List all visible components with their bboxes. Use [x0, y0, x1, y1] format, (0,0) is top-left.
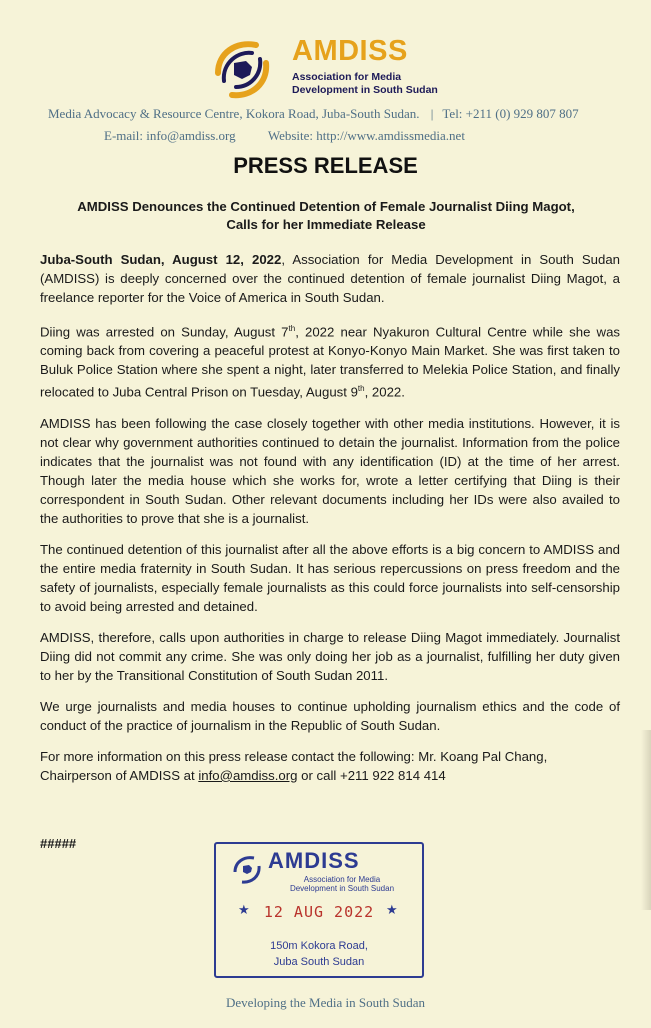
paragraph-1 [40, 250, 620, 307]
letterhead-org-line2: Development in South Sudan [292, 84, 438, 96]
paragraph-3: AMDISS has been following the case closely together with other media institutions. However, it is not clear why government authorities continued to detain the journalist. Information from the police indicates that the journalist was not found with any identification (ID) at the time of her arrest. Though later the media house which she works for, wrote a letter certifying that Diing is their correspondent in South Sudan. Other relevant documents including her IDs were also availed to the authorities to prove that she is a journalist. [40, 415, 620, 526]
star-icon: ★ [386, 902, 398, 917]
letterhead-website: Website: http://www.amdissmedia.net [267, 128, 465, 143]
paragraph-2 [40, 319, 620, 402]
headline-line2: Calls for her Immediate Release [226, 217, 426, 232]
stamp-date: 12 AUG 2022 [263, 903, 375, 921]
letterhead-email: E-mail: info@amdiss.org [104, 128, 236, 143]
star-icon: ★ [238, 902, 250, 917]
letterhead-tel: Tel: +211 (0) 929 807 807 [442, 106, 579, 121]
stamp-logo-icon [230, 852, 264, 886]
end-mark: ##### [40, 836, 77, 851]
paragraph-1-text: , Association for Media Development in South Sudan (AMDISS) is deeply concerned over the continued detention of female journalist Diing Magot, a freelance reporter for the Voice of America in South Sudan. [40, 252, 620, 305]
stamp-address-line1: 150m Kokora Road, [270, 940, 368, 952]
letterhead-address: Media Advocacy & Resource Centre, Kokora Road, Juba-South Sudan. [48, 106, 420, 121]
letterhead-org-full [292, 71, 438, 97]
stamp-org-full [272, 875, 412, 893]
contact-email-link[interactable]: info@amdiss.org [198, 767, 298, 783]
paragraph-6: We urge journalists and media houses to continue upholding journalism ethics and the code of conduct of the practice of journalism in the Republic of South Sudan. [40, 698, 620, 733]
letterhead-address-line [48, 106, 628, 122]
press-headline [40, 198, 612, 234]
page-edge-shadow [641, 730, 651, 910]
dateline: Juba-South Sudan, August 12, 2022 [40, 252, 282, 267]
paragraph-2-text-a: Diing was arrested on Sunday, August 7 [40, 324, 289, 340]
paragraph-2-text-c: , 2022. [364, 384, 405, 400]
stamp-org-line2: Development in South Sudan [289, 884, 395, 893]
footer-tagline: Developing the Media in South Sudan [226, 995, 425, 1010]
document-title: PRESS RELEASE [233, 153, 418, 178]
paragraph-7-text-b: or call +211 922 814 414 [297, 767, 446, 783]
press-body [40, 250, 620, 797]
headline-line1: AMDISS Denounces the Continued Detention of Female Journalist Diing Magot, [77, 199, 575, 214]
letterhead-org-line1: Association for Media [292, 71, 402, 83]
paragraph-2-text-b: , 2022 near Nyakuron Cultural Centre while she was coming back from covering a peaceful protest at Konyo-Konyo Main Market. She was first taken to Buluk Police Station where she spent a night, later transferred to Melekia Police Station, and finally relocated to Juba Central Prison on Tuesday, August 9 [40, 324, 620, 400]
letterhead-org-short: AMDISS [292, 35, 408, 67]
letterhead-contact-line [104, 128, 465, 144]
paragraph-4: The continued detention of this journalist after all the above efforts is a big concern to AMDISS and the entire media fraternity in South Sudan. It has serious repercussions on press freedom and the safety of journalists, especially female journalists as this could force journalists into self-censorship to avoid being arrested and detained. [40, 541, 620, 614]
separator: | [430, 106, 434, 121]
letterhead-logo [206, 33, 446, 105]
stamp-org-line1: Association for Media [303, 875, 381, 884]
paragraph-7-text-a: For more information on this press release contact the following: Mr. Koang Pal Chang, Chairperson of AMDISS at [40, 748, 548, 783]
official-stamp [214, 842, 424, 978]
stamp-address-line2: Juba South Sudan [273, 956, 365, 968]
stamp-org-name: AMDISS [268, 848, 360, 873]
amdiss-logo-icon [206, 33, 278, 105]
ordinal-suffix: th [357, 384, 365, 394]
ordinal-suffix: th [288, 324, 296, 333]
paragraph-7 [40, 747, 620, 785]
paragraph-5: AMDISS, therefore, calls upon authorities in charge to release Diing Magot immediately. Journalist Diing did not commit any crime. She was only doing her job as a journalist, fulfilling her duty given to her by the Transitional Constitution of South Sudan 2011. [40, 629, 620, 683]
